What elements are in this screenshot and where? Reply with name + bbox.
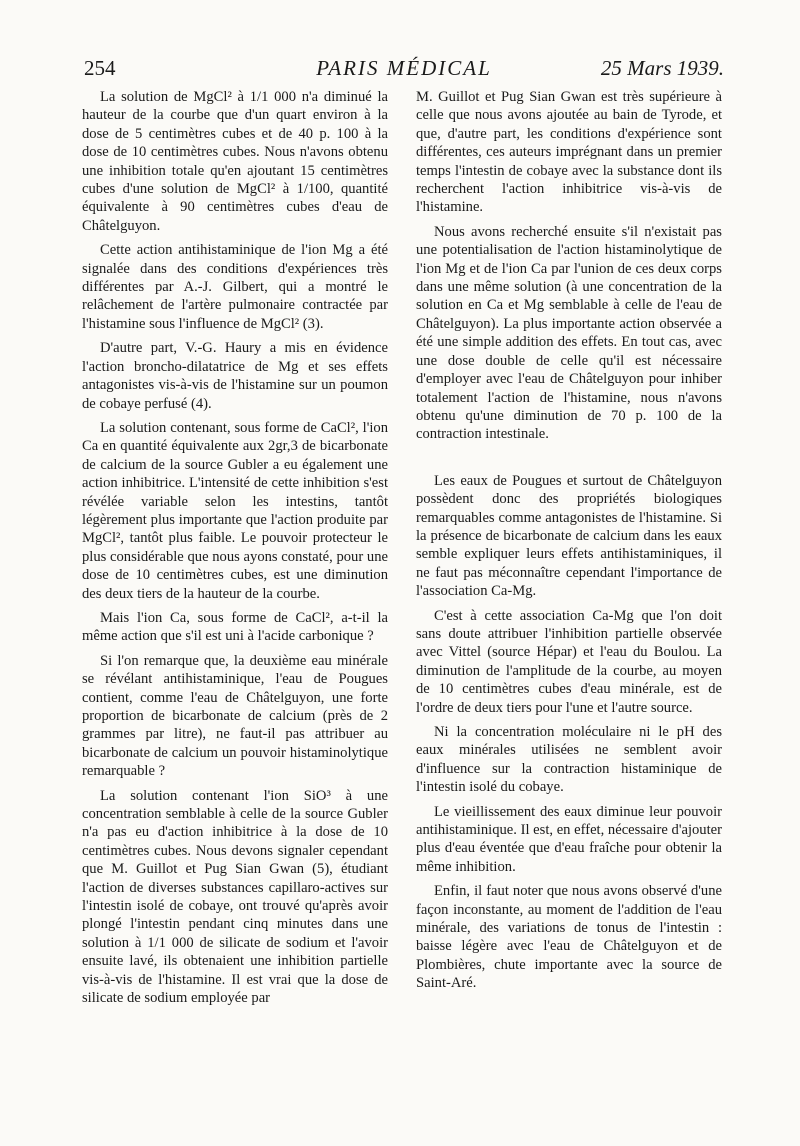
paragraph: La solution contenant l'ion SiO³ à une concentration semblable à celle de la source Gubler n'a pas eu d'action inhibitrice à la dose de 10 centimètres cubes. Nous devons signaler cependant que M. Guillot et Pug Sian Gwan (5), étudiant l'action de diverses substances capillaro-actives sur l'intestin isolé de cobaye, ont trouvé qu'après avoir plongé l'intestin pendant cinq minutes dans une solution à 1/1 000 de silicate de sodium et l'avoir ensuite lavé, ils obtenaient une inhibition partielle vis-à-vis de l'histamine. Il est vrai que la dose de silicate de sodium employée par xyxy=(82,787,388,1007)
paragraph: Le vieillissement des eaux diminue leur pouvoir antihistaminique. Il est, en effet, nécessaire d'ajouter plus d'eau éventée que d'eau fraîche pour obtenir la même inhibition. xyxy=(416,803,722,875)
paragraph: M. Guillot et Pug Sian Gwan est très supérieure à celle que nous avons ajoutée au bain de Tyrode, et que, d'autre part, les conditions d'expérience sont différentes, ces auteurs imprégnant dans un premier temps l'intestin de cobaye avec la substance dont ils recherchent l'action inhibitrice vis-à-vis de l'histamine. xyxy=(416,89,722,216)
paragraph: C'est à cette association Ca-Mg que l'on doit sans doute attribuer l'inhibition partielle observée avec Vittel (source Hépar) et l'eau du Boulou. La diminution de l'amplitude de la courbe, au moyen de 10 centimètres cubes d'eau minérale, est de l'ordre de deux tiers pour l'une et l'autre source. xyxy=(416,607,722,716)
paragraph: Enfin, il faut noter que nous avons observé d'une façon inconstante, au moment de l'addition de l'eau minérale, des variations de tonus de l'intestin : baisse légère avec l'eau de Châtelguyon et de Plombières, chute importante avec la source de Saint-Aré. xyxy=(416,883,722,992)
issue-date: 25 Mars 1939. xyxy=(600,56,724,80)
section-gap xyxy=(416,450,722,472)
right-column xyxy=(416,88,722,999)
paragraph: Si l'on remarque que, la deuxième eau minérale se révélant antihistaminique, l'eau de Pougues contient, comme l'eau de Châtelguyon, une forte proportion de bicarbonate de calcium (près de 2 grammes par litre), ne faut-il pas attribuer au bicarbonate de calcium un pouvoir histaminolytique remarquable ? xyxy=(82,652,388,780)
paragraph: Nous avons recherché ensuite s'il n'existait pas une potentialisation de l'action histaminolytique de l'ion Mg et de l'ion Ca par l'union de ces deux corps dans une même solution (à une concentration de la solution en Ca et Mg semblable à celle de l'eau de Châtelguyon). La plus importante action observée a été une simple addition des effets. En tout cas, avec une dose double de celle qu'il est nécessaire d'employer avec l'eau de Châtelguyon pour inhiber totalement l'action de l'histamine, nous n'avons obtenu qu'une diminution de 70 p. 100 de la contraction intestinale. xyxy=(416,223,722,443)
paragraph: La solution de MgCl² à 1/1 000 n'a diminué la hauteur de la courbe que d'un quart environ à la dose de 5 centimètres cubes et de 40 p. 100 à la dose de 10 centimètres cubes. Nous n'avons obtenu une inhibition totale qu'en ajoutant 15 centimètres cubes d'une solution de MgCl² à 1/100, quantité équivalente à 90 centimètres cubes d'eau de Châtelguyon. xyxy=(82,89,388,234)
page-number: 254 xyxy=(84,56,116,80)
paragraph: La solution contenant, sous forme de CaCl², l'ion Ca en quantité équivalente aux 2gr,3 de bicarbonate de calcium de la source Gubler a eu également une action inhibitrice. L'intensité de cette inhibition s'est révélée variable selon les intestins, tantôt légèrement plus importante que l'action produite par MgCl², tantôt plus faible. Le pouvoir protecteur le plus considérable que nous ayons constaté, pour une dose de 10 centimètres cubes, est une diminution des deux tiers de la hauteur de la courbe. xyxy=(82,419,388,602)
paragraph: Cette action antihistaminique de l'ion Mg a été signalée dans des conditions d'expériences très différentes par A.-J. Gilbert, qui a montré le relâchement de l'artère pulmonaire contractée par l'histamine sous l'influence de MgCl² (3). xyxy=(82,242,388,332)
left-column xyxy=(82,88,388,1014)
paragraph: Les eaux de Pougues et surtout de Châtelguyon possèdent donc des propriétés biologiques remarquables comme antagonistes de l'histamine. Si la présence de bicarbonate de calcium dans les eaux semble expliquer leurs effets antihistaminiques, il ne faut pas méconnaître cependant l'importance de l'association Ca-Mg. xyxy=(416,472,722,600)
paragraph: Mais l'ion Ca, sous forme de CaCl², a-t-il la même action que s'il est uni à l'acide carbonique ? xyxy=(82,609,388,645)
journal-title: PARIS MÉDICAL xyxy=(316,56,492,80)
paragraph: Ni la concentration moléculaire ni le pH des eaux minérales utilisées ne semblent avoir d'influence sur la contraction histaminique de l'intestin isolé du cobaye. xyxy=(416,724,722,796)
paragraph: D'autre part, V.-G. Haury a mis en évidence l'action broncho-dilatatrice de Mg et ses effets antagonistes vis-à-vis de l'histamine sur un poumon de cobaye perfusé (4). xyxy=(82,340,388,412)
page-header xyxy=(84,56,724,84)
